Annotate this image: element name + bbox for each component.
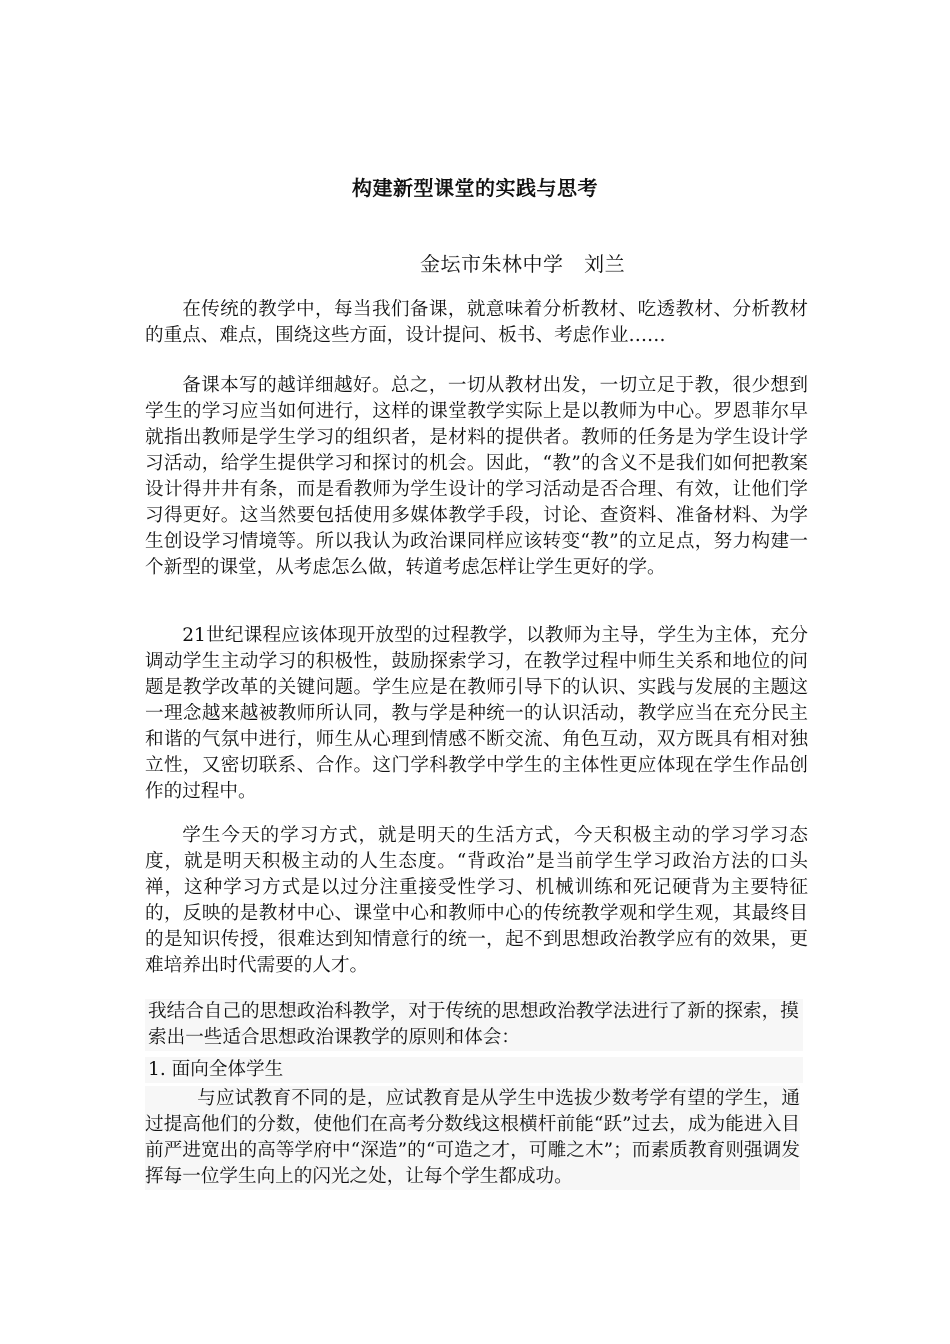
paragraph-2: 备课本写的越详细越好。总之，一切从教材出发，一切立足于教，很少想到学生的学习应当如何进行，这样的课堂教学实际上是以教师为中心。罗恩菲尔早就指出教师是学生学习的组织者，是材料的提供者。教师的任务是为学生设计学习活动，给学生提供学习和探讨的机会。因此，“教”的含义不是我们如何把教案设计得井井有条，而是看教师为学生设计的学习活动是否合理、有效，让他们学习得更好。这当然要包括使用多媒体教学手段，讨论、查资料、准备材料、为学生创设学习情境等。所以我认为政治课同样应该转变“教”的立足点，努力构建一个新型的课堂，从考虑怎么做，转道考虑怎样让学生更好的学。	[145, 375, 808, 578]
author-line: 金坛市朱林中学 刘兰	[420, 252, 626, 276]
paragraph-1: 在传统的教学中，每当我们备课，就意味着分析教材、吃透教材、分析教材的重点、难点，围绕这些方面，设计提问、板书、考虑作业……	[145, 299, 808, 346]
paragraph-3: 21世纪课程应该体现开放型的过程教学，以教师为主导，学生为主体，充分调动学生主动学习的积极性，鼓励探索学习，在教学过程中师生关系和地位的问题是教学改革的关键问题。学生应是在教师引导下的认识、实践与发展的主题这一理念越来越被教师所认同，教与学是种统一的认识活动，教学应当在充分民主和谐的气氛中进行，师生从心理到情感不断交流、角色互动，双方既具有相对独立性，又密切联系、合作。这门学科教学中学生的主体性更应体现在学生作品创作的过程中。	[145, 625, 808, 802]
paragraph-4: 学生今天的学习方式，就是明天的生活方式，今天积极主动的学习学习态度，就是明天积极主动的人生态度。“背政治”是当前学生学习政治方法的口头禅，这种学习方式是以过分注重接受性学习、机械训练和死记硬背为主要特征的，反映的是教材中心、课堂中心和教师中心的传统教学观和学生观，其最终目的是知识传授，很难达到知情意行的统一，起不到思想政治教学应有的效果，更难培养出时代需要的人才。	[145, 825, 808, 976]
document-title: 构建新型课堂的实践与思考	[352, 176, 598, 200]
section-paragraph: 与应试教育不同的是，应试教育是从学生中选拔少数考学有望的学生，通过提高他们的分数，使他们在高考分数线这根横杆前能“跃”过去，成为能进入目前严进宽出的高等学府中“深造”的“可造之才，可雕之木”；而素质教育则强调发挥每一位学生向上的闪光之处，让每个学生都成功。	[145, 1086, 800, 1190]
intro-block: 我结合自己的思想政治科教学，对于传统的思想政治教学法进行了新的探索，摸索出一些适合思想政治课教学的原则和体会：	[145, 999, 803, 1051]
section-heading: 1. 面向全体学生	[145, 1057, 803, 1083]
